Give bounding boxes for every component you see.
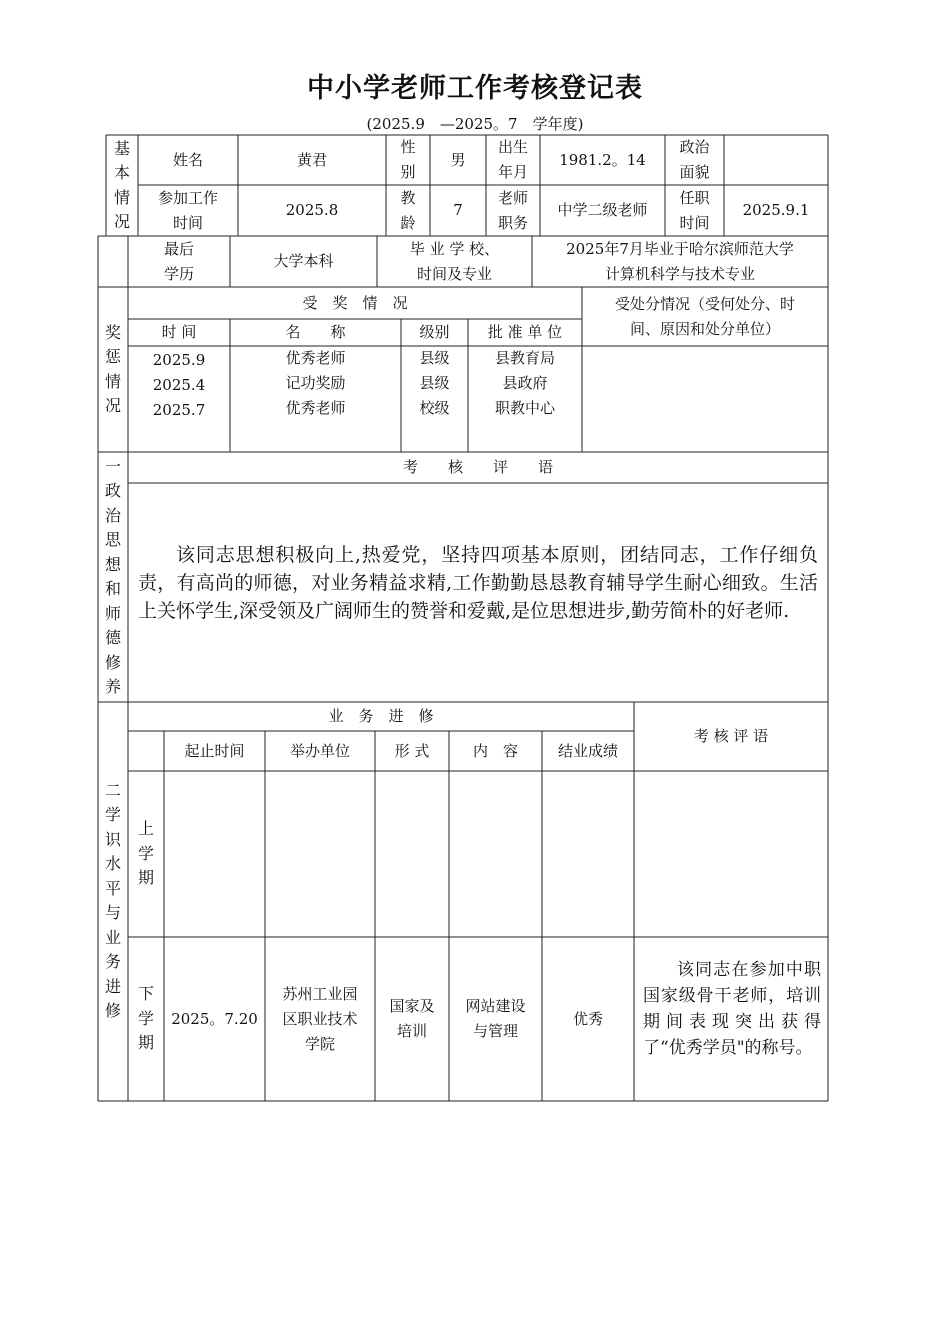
gender-value: 男 [450,150,466,169]
award-row-name: 记功奖励 [285,374,346,392]
name-label: 姓名 [172,150,203,169]
academic-year: (2025.9 —2025。7 学年度) [366,115,584,133]
birth-label: 出生年月 [497,138,528,181]
col-award-approver: 批 准 单 位 [487,323,563,341]
appoint-label: 任职时间 [679,188,710,232]
award-row-time: 2025.4 [152,376,206,394]
political-label: 政治面貌 [679,138,710,181]
gender-label: 性别 [400,138,416,181]
col-study-period: 起止时间 [184,741,245,760]
study-header: 业 务 进 修 [328,707,434,725]
second-term-form: 国家及培训 [389,997,435,1040]
teaching-years-value: 7 [453,201,463,219]
col-study-form: 形 式 [394,741,430,760]
birth-value: 1981.2。14 [559,150,646,169]
section-label-study: 二学识水平与业务进修 [105,780,122,1020]
section-label-basic: 基本情况 [114,138,131,231]
first-term-org [265,771,375,937]
punishment-header: 受处分情况（受何处分、时间、原因和处分单位） [614,294,795,338]
second-term-label: 下学期 [138,984,155,1053]
join-work-value: 2025.8 [285,201,339,219]
first-term-result [542,771,634,937]
award-row-time: 2025.9 [152,351,206,369]
col-study-org: 举办单位 [289,741,350,760]
award-row-approver: 县教育局 [494,349,555,367]
second-term-content: 网站建设与管理 [465,997,526,1040]
school-label: 毕 业 学 校、时间及专业 [409,239,500,283]
col-award-level: 级别 [419,323,450,341]
position-value: 中学二级老师 [557,201,648,219]
appoint-value: 2025.9.1 [742,201,810,219]
first-term-form [375,771,449,937]
second-term-org: 苏州工业园区职业技术学院 [282,984,358,1053]
award-row-level: 县级 [419,374,450,392]
position-label: 老师职务 [497,188,528,232]
section-label-awards: 奖惩情况 [105,322,122,415]
ethics-comment: 该同志思想积极向上,热爱党，坚持四项基本原则，团结同志，工作仔细负责，有高尚的师德，对业务精益求精,工作勤勤恳恳教育辅导学生耐心细致。生活上关怀学生,深受领及广阔师生的赞誉和爱戴,是位思想进步,勤劳简朴的好老师. [138,544,818,622]
award-row-approver: 县政府 [502,374,548,392]
name-value: 黄君 [296,150,327,169]
section-label-ethics: 一政治思想和师德修养 [105,456,122,696]
first-term-label: 上学期 [138,819,155,888]
education-label: 最后学历 [163,239,194,283]
award-row-level: 县级 [419,349,450,367]
award-row-approver: 职教中心 [494,399,555,417]
second-term-result: 优秀 [572,1009,603,1028]
col-study-content: 内 容 [472,741,518,760]
ethics-header: 考 核 评 语 [402,458,553,476]
education-value: 大学本科 [273,252,334,270]
first-term-eval [634,771,828,937]
second-term-period: 2025。7.20 [171,1009,258,1028]
second-term-eval: 该同志在参加中职国家级骨干老师，培训期间表现突出获得了“优秀学员"的称号。 [643,960,821,1058]
award-header: 受 奖 情 况 [302,293,408,312]
col-award-name: 名 称 [285,323,346,341]
award-row-level: 校级 [419,399,450,417]
join-work-label: 参加工作时间 [158,188,219,232]
award-row-time: 2025.7 [152,401,206,419]
teaching-years-label: 教龄 [400,188,416,232]
first-term-period [164,771,265,937]
study-eval-header: 考 核 评 语 [693,727,769,745]
award-row-name: 优秀老师 [285,349,346,367]
award-row-name: 优秀老师 [285,399,346,417]
col-study-result: 结业成绩 [557,741,618,760]
col-award-time: 时 间 [161,323,197,341]
first-term-content [449,771,542,937]
political-value [724,135,828,185]
school-value: 2025年7月毕业于哈尔滨师范大学计算机科学与技术专业 [566,239,794,283]
page-title: 中小学老师工作考核登记表 [307,73,643,104]
